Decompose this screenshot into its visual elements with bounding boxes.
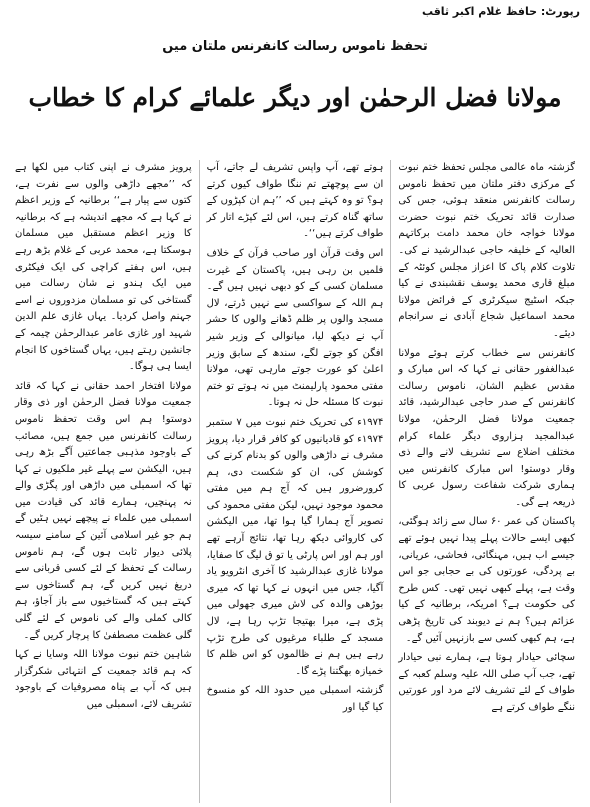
kicker-title: تحفظ ناموس رسالت کانفرنس ملتان میں: [162, 39, 428, 54]
column-2-paragraph: ۱۹۷۴ء کی تحریک ختم نبوت میں ۷ ستمبر ۱۹۷۴ء کو قادیانیوں کو کافر قرار دیا، پرویز مشرف نے داڑھی والوں کو بدنام کرنے کی کوشش کی، ان کو شکست دی، ہم کرورضرور ہیں کہ آج ہم میں مفتی محمود موجود نہیں، لیکن مفتی محمود کی تصویر آج ہمارا گیا ہوا تھا، میں الیکشن کی کاروائی دیکھ رہا تھا، نتائج آرہے تھے اور ہم اور اس پارٹی یا تو ق لیگ کا صفایا، مولانا غازی عبدالرشید کا آخری انٹرویو یاد آگیا، جس میں انہوں نے کہا تھا کہ میری بوڑھی والدہ کی لاش میری جھولی میں پڑی ہے، میرا بھتیجا تڑپ رہا ہے، لال مسجد کے طلباء مرغیوں کی طرح تڑپ رہے ہیں ہم نے ظالموں کو اس ظلم کا خمیازہ بھگتنا پڑے گا۔: [206, 416, 384, 677]
column-1-paragraph: سچائی حیادار ہوتا ہے، ہمارے نبی حیادار تھے، جب آپ صلی اللہ علیہ وسلم کعبہ کے طواف کے لئے تشریف لائے مرد اور عورتیں ننگے طواف کرتے ہے: [398, 652, 575, 713]
article-columns: [8, 160, 582, 803]
column-2-paragraph: گزشتہ اسمبلی میں حدود اللہ کو منسوخ کیا گیا اور: [206, 685, 384, 713]
column-2: [199, 160, 391, 803]
column-2-paragraph: اس وقت قرآن اور صاحب قرآن کے خلاف فلمیں بن رہی ہیں، پاکستان کے غیرت مسلمان کسی کے کو دبھی نہیں ہیں گے۔ ہم اللہ کے سواکسی سے نہیں ڈرتے، لال مسجد والوں پر ظلم ڈھانے والوں کا حشر آپ نے دیکھ لیا، میانوالی کے وزیر شیر افگن کو جوتے لگے، سندھ کے سابق وزیر اعلیٰ کو عورت جوتے مارہی تھی، مولانا مفتی محمود پارلیمنٹ میں نہ ہوتے تو ختم نبوت کا مسئلہ حل نہ ہوتا۔: [206, 247, 384, 409]
column-1-paragraph: گزشتہ ماہ عالمی مجلس تحفظ ختم نبوت کے مرکزی دفتر ملتان میں تحفظ ناموس رسالت کانفرنس منعقد ہوئی، جس کی صدارت قائد تحریک ختم نبوت حضرت مولانا خواجہ خان محمد دامت برکاتہم العالیہ کے خلیفہ حاجی عبدالرشید نے کی۔ تلاوت کلام پاک کا اعزاز مجلس کوئٹہ کے مبلغ قاری محمد یوسف نقشبندی نے کیا جبکہ اسٹیج سیکرٹری کے فرائض مولانا محمد اسماعیل شجاع آبادی نے سرانجام دیئے۔: [398, 162, 575, 339]
column-3-paragraph: مولانا افتخار احمد حقانی نے کہا کہ قائد جمعیت مولانا فضل الرحمٰن اور ذی وقار دوستو! ہم اس وقت تحفظ ناموس رسالت کانفرنس میں جمع ہیں، مصائب کے باوجود مذہبی جماعتیں آگے بڑھ رہی ہیں، الیکشن سے پہلے غیر ملکیوں نے کہا تھا کہ اسمبلی میں داڑھی اور پگڑی والے نہ پہنچیں، ہمارے قائد کی قیادت میں اسمبلی میں علماء نے پیچھے نہیں ہٹیں گے ہم جو غیر اسلامی آئین کے سامنے سیسہ پلائی دیوار ثابت ہوں گے، ہم ناموس رسالت کے تحفظ کے لئے کسی قربانی سے دریغ نہیں کریں گے، ہم گستاخوں سے کہتے ہیں کہ گستاخیوں سے باز آجاؤ، ہم کالی کملی والے کی ناموس کے لئے گلی گلی عظمت مصطفیٰ کا پرچار کریں گے۔: [14, 380, 192, 641]
byline: رپورٹ: حافظ غلام اکبر ثاقب: [421, 5, 580, 18]
column-1-paragraph: پاکستان کی عمر ۶۰ سال سے زائد ہوگئی، کبھی ایسے حالات پہلے پیدا نہیں ہوئے تھے جیسے اب ہیں، مہنگائی، فحاشی، عریانی، بے پردگی، عورتوں کی بے حجابی جو اس وقت ہے، پہلے کبھی نہیں تھی۔ کس طرح کی حکومت ہے؟ امریکہ، برطانیہ کے کیا عزائم ہیں؟ ہم نے دیوبند کی تاریخ پڑھی ہے، ہم کبھی کسی سے بازنہیں آئیں گے۔: [398, 516, 575, 644]
column-3-paragraph: پرویز مشرف نے اپنی کتاب میں لکھا ہے کہ ’’مجھے داڑھی والوں سے نفرت ہے، کتوں سے پیار ہے‘‘ برطانیہ کے وزیر اعظم نے کہا ہے کہ مجھے اندیشہ ہے کہ برطانیہ کا وزیر اعظم مستقبل میں مسلمان ہوسکتا ہے، محمد عربی کے غلام بڑھ رہے ہیں، اس ہفتے کراچی کی ایک فیکٹری میں ایک ہندو نے شان رسالت میں گستاخی کی تو مسلمان مزدوروں نے اسے جہنم واصل کردیا۔ یہاں غازی علم الدین شہید اور غازی عامر عبدالرحمٰن چیمہ کے جانشین رہتے ہیں، یہاں گستاخوں کا انجام ایسا ہی ہوگا۔: [14, 162, 192, 373]
column-2-paragraph: ہوتے تھے، آپ واپس تشریف لے جاتے، آپ ان سے پوچھتے تم ننگا طواف کیوں کرتے ہو؟ تو وہ کہتے ہیں کہ ’’ہم ان کپڑوں کے ساتھ گناہ کرتے ہیں، اس لئے کپڑے اتار کر طواف کرتے ہیں‘‘۔: [206, 162, 384, 240]
column-1: [390, 160, 582, 803]
column-3: [8, 160, 199, 803]
column-3-paragraph: شاہین ختم نبوت مولانا اللہ وسایا نے کہا کہ ہم قائد جمعیت کے انتہائی شکرگزار ہیں کہ آپ بے پناہ مصروفیات کے باوجود تشریف لائے، اسمبلی میں: [14, 649, 192, 710]
column-1-paragraph: کانفرنس سے خطاب کرتے ہوئے مولانا عبدالغفور حقانی نے کہا کہ اس مبارک و مقدس عظیم الشان، ناموس رسالت کانفرنس کے صدر حاجی عبدالرشید، قائد جمعیت مولانا فضل الرحمٰن، مولانا عبدالمجید ہزاروی دیگر علماء کرام مختلف اضلاع سے تشریف لانے والے ذی وقار دوستو! اس مبارک کانفرنس میں ہماری شرکت شفاعت رسول عربی کا ذریعہ ہے گی۔: [398, 347, 575, 508]
headline: مولانا فضل الرحمٰن اور دیگر علمائے کرام کا خطاب: [28, 83, 562, 112]
